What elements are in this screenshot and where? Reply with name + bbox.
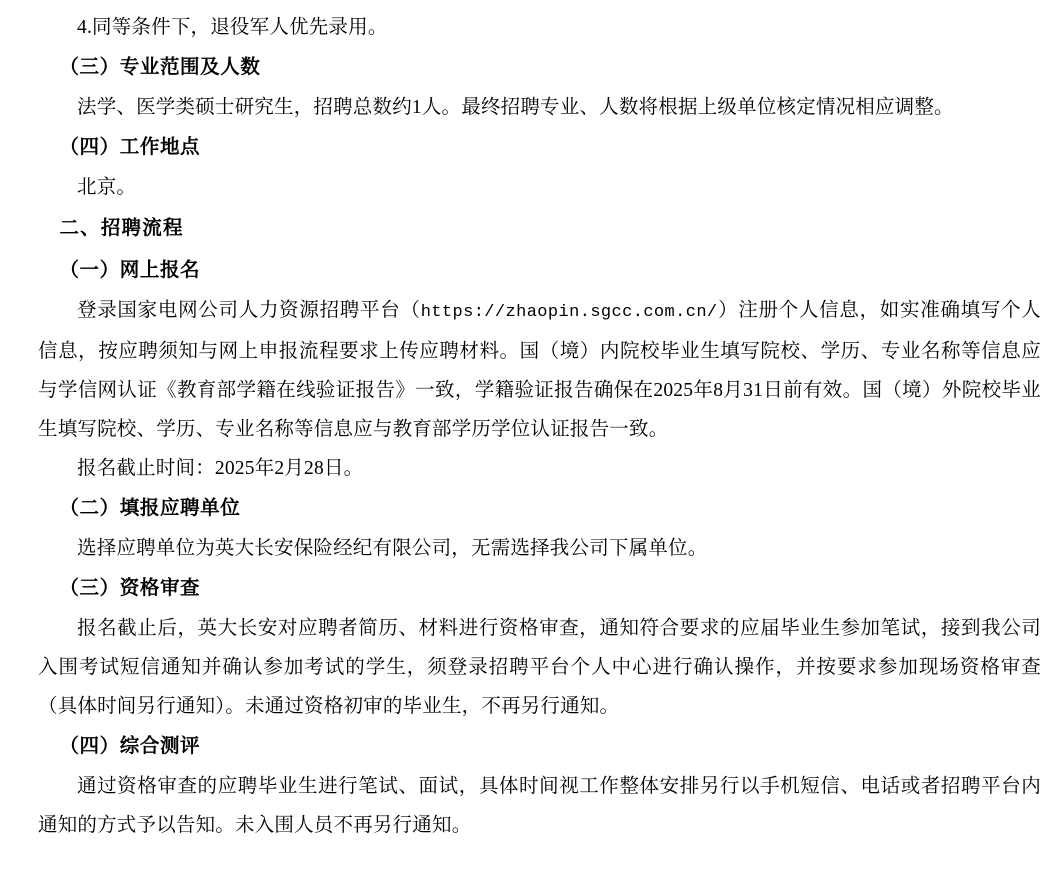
paragraph-registration-deadline: 报名截止时间：2025年2月28日。 <box>77 458 364 479</box>
clause-4-veteran-priority: 4.同等条件下，退役军人优先录用。 <box>77 17 388 38</box>
registration-text-after: ）注册个人信息，如实准确填写个人信息，按应聘须知与网上申报流程要求上传应聘材料。国（境）内院校毕业生填写院校、学历、专业名称等信息应与学信网认证《教育部学籍在线验证报告》一致，学籍验证报告确保在2025年8月31日前有效。国（境）外院校毕业生填写院校、学历、专业名称等信息应与教育部学历学位认证报告一致。 <box>38 300 1042 440</box>
recruitment-platform-url[interactable]: https://zhaopin.sgcc.com.cn/ <box>420 303 718 322</box>
paragraph-apply-unit: 选择应聘单位为英大长安保险经纪有限公司，无需选择我公司下属单位。 <box>77 538 708 559</box>
registration-text-before: 登录国家电网公司人力资源招聘平台（ <box>77 300 421 321</box>
heading-apply-unit: （二）填报应聘单位 <box>59 498 241 519</box>
paragraph-work-location: 北京。 <box>77 177 137 198</box>
paragraph-qualification-review: 报名截止后，英大长安对应聘者简历、材料进行资格审查，通知符合要求的应届毕业生参加笔试，接到我公司入围考试短信通知并确认参加考试的学生，须登录招聘平台个人中心进行确认操作，并按要求参加现场资格审查（具体时间另行通知）。未通过资格初审的毕业生，不再另行通知。 <box>38 618 1041 717</box>
heading-online-registration: （一）网上报名 <box>59 260 201 281</box>
heading-comprehensive-assessment: （四）综合测评 <box>59 736 201 757</box>
heading-recruitment-process: 二、招聘流程 <box>59 217 184 239</box>
heading-qualification-review: （三）资格审查 <box>59 578 201 599</box>
paragraph-comprehensive-assessment: 通过资格审查的应聘毕业生进行笔试、面试，具体时间视工作整体安排另行以手机短信、电话或者招聘平台内通知的方式予以告知。未入围人员不再另行通知。 <box>38 776 1041 836</box>
paragraph-online-registration <box>38 291 1041 449</box>
heading-work-location: （四）工作地点 <box>59 137 201 158</box>
paragraph-major-scope: 法学、医学类硕士研究生，招聘总数约1人。最终招聘专业、人数将根据上级单位核定情况相应调整。 <box>77 97 954 118</box>
heading-major-scope: （三）专业范围及人数 <box>59 57 261 78</box>
